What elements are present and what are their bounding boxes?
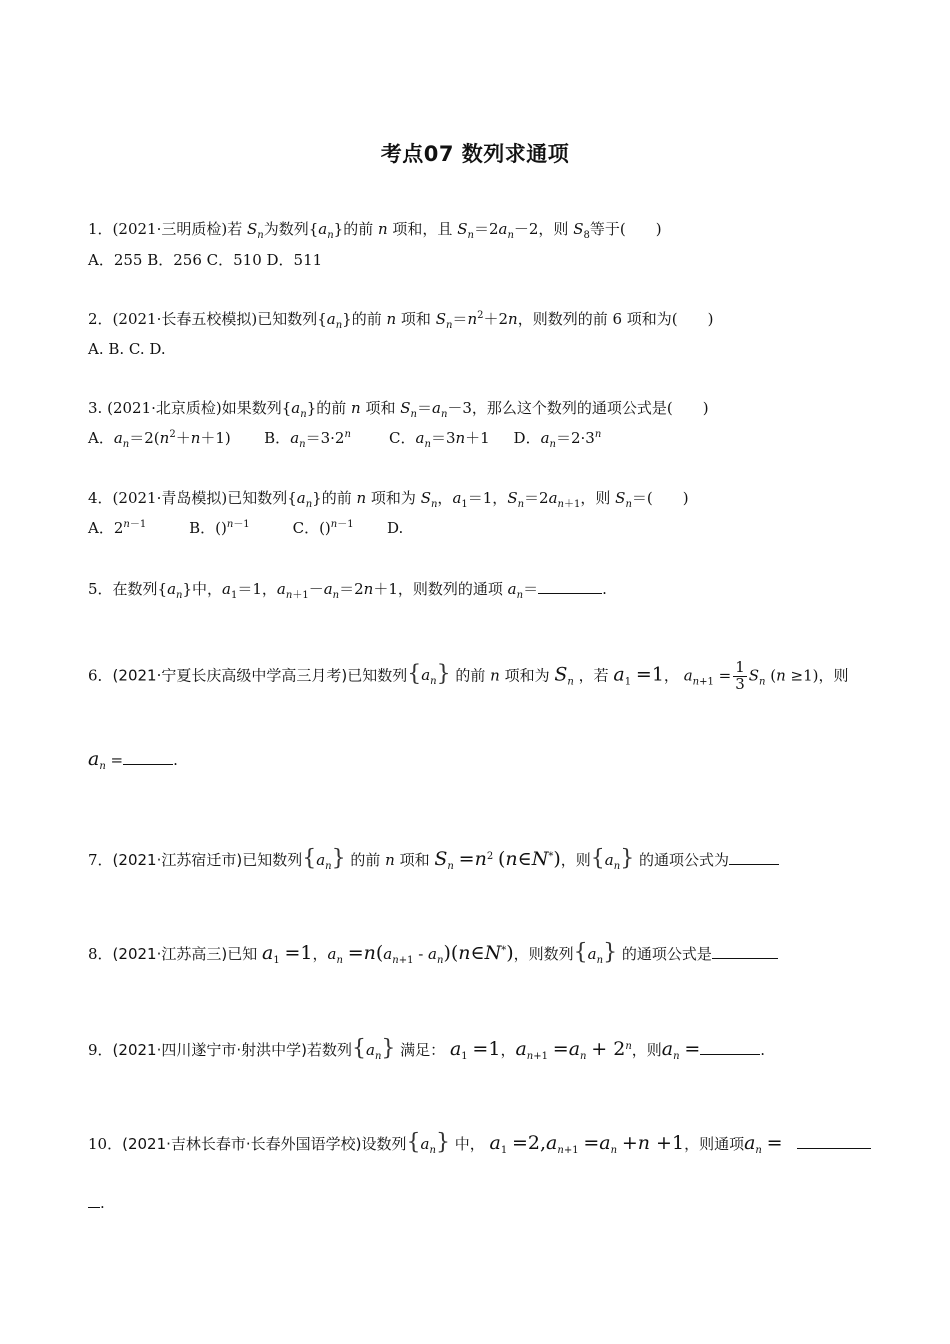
question-1: 1．(2021·三明质检)若 $S_n$为数列$\{a_n\}$的前 n 项和，且 $S_n=2a_n-2$，则 $S_8$等于( ): [88, 220, 662, 241]
question-2: 2．(2021·长春五校模拟)已知数列$\{a_n\}$的前 n 项和 $S_n=n^2+2n$，则数列的前 6 项和为( ): [88, 310, 714, 331]
question-6-answer-line: $a_n$ = .: [88, 748, 178, 772]
question-10: 10．(2021·吉林长春市·长春外国语学校)设数列$\{a_n\}$ 中， $a_1 =2,a_{n+1} =a_n +n +1$，则通项$a_n$ =: [88, 1130, 871, 1157]
question-3-options: A．$a_n=2(n^2+n+1)$ B．$a_n=3\cdot 2^n$ C．$a_n=3n+1$ D．$a_n=2\cdot 3^n$: [88, 429, 602, 450]
question-1-options: A．255 B．256 C．510 D．511: [88, 251, 323, 269]
question-7: 7．(2021·江苏宿迁市)已知数列$\{a_n\}$ 的前 n 项和 $S_n =n^2$ (n∈N*)，则$\{a_n\}$ 的通项公式为: [88, 846, 779, 873]
question-2-options: A. B. C. D.: [88, 340, 166, 358]
page-title: 考点07 数列求通项: [380, 142, 570, 166]
question-5: 5．在数列$\{a_n\}$中，$a_1=1$，$a_{n+1}-a_n=2n+1$，则数列的通项 $a_n=$ .: [88, 580, 607, 601]
question-4-options: A．$2^{n-1}$ B．()$^{n-1}$ C．()$^{n-1}$ D.: [88, 519, 404, 537]
question-9: 9．(2021·四川遂宁市·射洪中学)若数列$\{a_n\}$ 满足： $a_1 =1$，$a_{n+1} =a_n + 2^n$，则$a_n$ = .: [88, 1036, 766, 1062]
question-4: 4．(2021·青岛模拟)已知数列$\{a_n\}$的前 n 项和为 $S_n$，$a_1=1$，$S_n=2a_{n+1}$，则 $S_n=$( ): [88, 489, 689, 510]
question-3: 3. (2021·北京质检)如果数列$\{a_n\}$的前 n 项和 $S_n=a_n-3$，那么这个数列的通项公式是( ): [88, 399, 709, 420]
question-10-answer-line: .: [88, 1193, 105, 1212]
question-8: 8．(2021·江苏高三)已知 $a_1 =1$，$a_n =n(a_{n+1}$ - $a_n)(n\in N^*)$，则数列$\{a_n\}$ 的通项公式是: [88, 940, 778, 967]
question-6: 6．(2021·宁夏长庆高级中学高三月考)已知数列$\{a_n\}$ 的前 n 项和为 $S_n$ ，若 $a_1 =1$， $a_{n+1}$ = $\frac{1}{3}$ $S_n$ (n ≥1)，则: [88, 658, 849, 693]
